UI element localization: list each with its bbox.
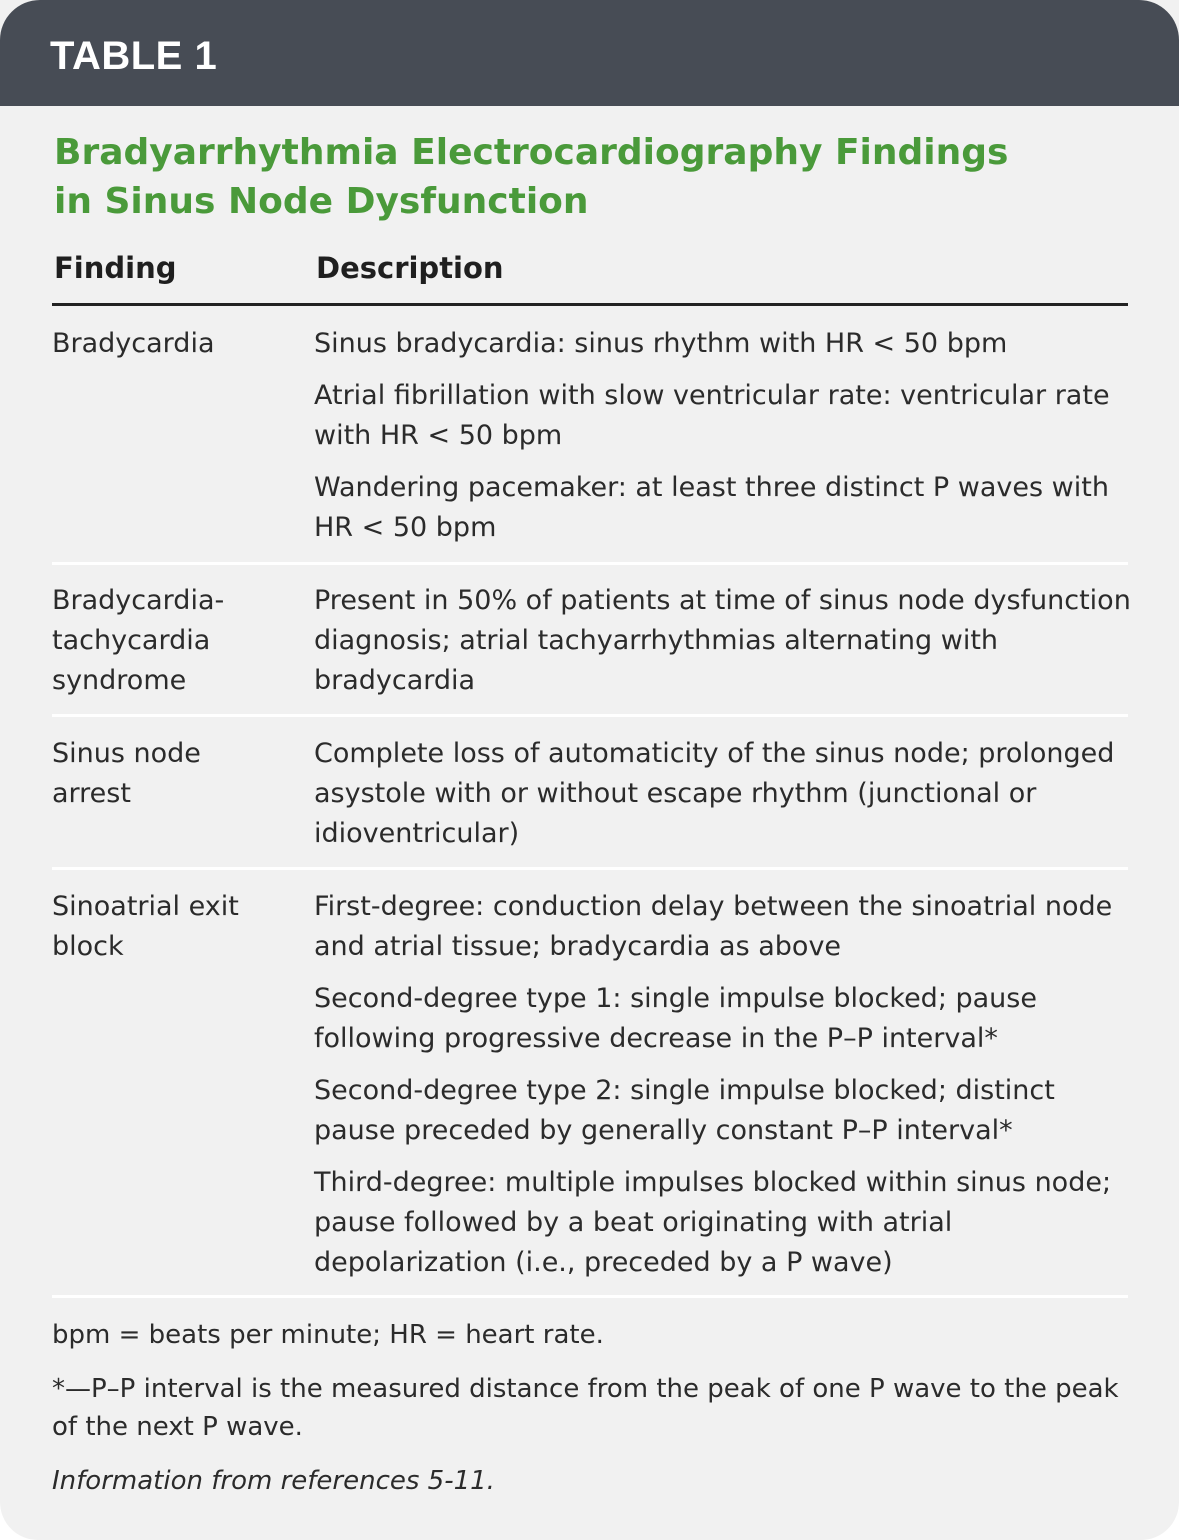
row-4-description xyxy=(314,887,1134,1283)
table-title-line-2: in Sinus Node Dysfunction xyxy=(54,181,589,222)
row-3-description xyxy=(314,734,1134,854)
footnote-source: Information from references 5-11. xyxy=(52,1466,495,1496)
row-4-description-item: Third-degree: multiple impulses blocked within sinus node; pause followed by a beat originating with atrial depolarization (i.e., preceded by a P wave) xyxy=(314,1167,1112,1278)
row-4-description-item: Second-degree type 2: single impulse blocked; distinct pause preceded by generally constant P–P interval* xyxy=(314,1075,1055,1146)
row-divider xyxy=(52,562,1128,565)
row-1-description-item: Sinus bradycardia: sinus rhythm with HR < 50 bpm xyxy=(314,328,1008,359)
row-3-finding: Sinus node arrest xyxy=(52,738,201,809)
row-divider xyxy=(52,714,1128,717)
footnote-abbreviations: bpm = beats per minute; HR = heart rate. xyxy=(52,1320,604,1350)
row-divider xyxy=(52,867,1128,870)
row-1-description-item: Atrial fibrillation with slow ventricular rate: ventricular rate with HR < 50 bpm xyxy=(314,380,1110,451)
column-header-description: Description xyxy=(316,251,504,285)
table-title xyxy=(54,128,1134,226)
row-1-description xyxy=(314,324,1134,548)
row-4-finding: Sinoatrial exit block xyxy=(52,891,239,962)
table-label: TABLE 1 xyxy=(50,34,218,78)
footnote-asterisk: *—P–P interval is the measured distance from the peak of one P wave to the peak of the next P wave. xyxy=(52,1374,1119,1442)
column-header-finding: Finding xyxy=(54,251,177,285)
row-1-finding: Bradycardia xyxy=(52,328,215,359)
row-1-description-item: Wandering pacemaker: at least three distinct P waves with HR < 50 bpm xyxy=(314,472,1109,543)
row-3-description-item: Complete loss of automaticity of the sinus node; prolonged asystole with or without escape rhythm (junctional or idioventricular) xyxy=(314,738,1115,849)
table-title-line-1: Bradyarrhythmia Electrocardiography Findings xyxy=(54,132,1009,173)
row-2-finding: Bradycardia-tachycardia syndrome xyxy=(52,585,225,696)
table-header-band xyxy=(0,0,1179,106)
row-2-description-item: Present in 50% of patients at time of sinus node dysfunction diagnosis; atrial tachyarrhythmias alternating with bradycardia xyxy=(314,585,1131,696)
row-2-description xyxy=(314,581,1134,701)
row-4-description-item: Second-degree type 1: single impulse blocked; pause following progressive decrease in the P–P interval* xyxy=(314,983,1037,1054)
row-4-description-item: First-degree: conduction delay between the sinoatrial node and atrial tissue; bradycardia as above xyxy=(314,891,1113,962)
header-rule xyxy=(52,303,1128,306)
row-divider xyxy=(52,1295,1128,1298)
